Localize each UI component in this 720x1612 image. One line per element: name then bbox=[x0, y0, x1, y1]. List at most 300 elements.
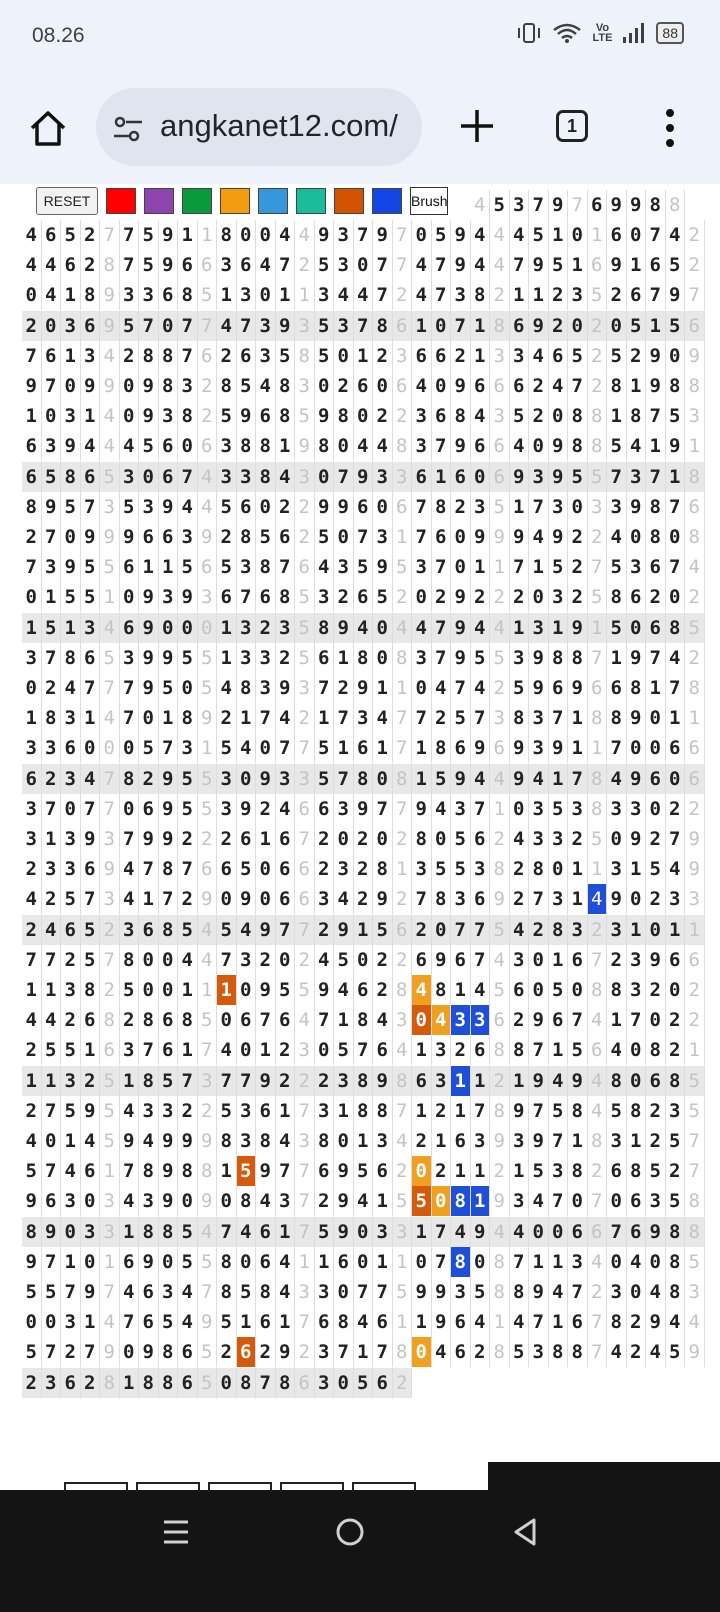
table-cell[interactable]: 7 bbox=[549, 1126, 569, 1156]
table-cell[interactable]: 2 bbox=[685, 220, 705, 250]
table-cell[interactable]: 5 bbox=[81, 915, 101, 945]
table-cell[interactable]: 8 bbox=[334, 401, 354, 431]
table-cell[interactable]: 0 bbox=[373, 371, 393, 401]
table-cell[interactable]: 1 bbox=[315, 703, 335, 733]
table-cell[interactable]: 8 bbox=[354, 643, 374, 673]
table-cell[interactable]: 7 bbox=[607, 462, 627, 492]
table-cell[interactable]: 6 bbox=[490, 462, 510, 492]
table-cell[interactable]: 5 bbox=[666, 1186, 686, 1216]
table-cell[interactable]: 1 bbox=[646, 673, 666, 703]
table-cell[interactable]: 6 bbox=[588, 1035, 608, 1065]
table-cell[interactable]: 9 bbox=[549, 462, 569, 492]
color-swatch[interactable] bbox=[220, 188, 250, 214]
table-cell[interactable]: 1 bbox=[607, 643, 627, 673]
table-cell[interactable]: 3 bbox=[471, 854, 491, 884]
table-cell[interactable]: 0 bbox=[627, 613, 647, 643]
table-cell[interactable]: 1 bbox=[471, 341, 491, 371]
table-cell[interactable]: 3 bbox=[22, 733, 42, 763]
table-cell[interactable]: 7 bbox=[334, 764, 354, 794]
table-cell[interactable]: 9 bbox=[276, 1337, 296, 1367]
table-cell[interactable]: 9 bbox=[42, 492, 62, 522]
table-cell[interactable]: 5 bbox=[373, 915, 393, 945]
table-cell[interactable]: 0 bbox=[42, 401, 62, 431]
table-cell[interactable]: 9 bbox=[139, 1247, 159, 1277]
table-cell[interactable]: 0 bbox=[42, 1126, 62, 1156]
table-cell[interactable]: 3 bbox=[315, 582, 335, 612]
table-cell[interactable]: 4 bbox=[588, 1096, 608, 1126]
table-cell[interactable]: 2 bbox=[510, 854, 530, 884]
table-cell[interactable]: 8 bbox=[139, 1368, 159, 1398]
table-cell[interactable]: 9 bbox=[490, 522, 510, 552]
table-cell[interactable]: 6 bbox=[100, 1035, 120, 1065]
table-cell[interactable]: 5 bbox=[198, 673, 218, 703]
table-cell[interactable]: 1 bbox=[22, 703, 42, 733]
table-cell[interactable]: 7 bbox=[646, 220, 666, 250]
table-cell[interactable]: 9 bbox=[198, 522, 218, 552]
table-cell[interactable]: 4 bbox=[100, 431, 120, 461]
table-cell[interactable]: 1 bbox=[510, 1156, 530, 1186]
table-cell[interactable]: 3 bbox=[685, 884, 705, 914]
table-cell[interactable]: 7 bbox=[81, 794, 101, 824]
table-cell[interactable]: 7 bbox=[120, 250, 140, 280]
table-cell[interactable]: 3 bbox=[295, 1035, 315, 1065]
table-cell[interactable]: 2 bbox=[393, 945, 413, 975]
table-cell[interactable]: 8 bbox=[373, 854, 393, 884]
table-cell[interactable]: 8 bbox=[588, 401, 608, 431]
table-cell[interactable]: 3 bbox=[198, 582, 218, 612]
table-cell[interactable]: 2 bbox=[490, 280, 510, 310]
table-cell[interactable]: 6 bbox=[22, 764, 42, 794]
table-cell[interactable]: 1 bbox=[178, 220, 198, 250]
table-cell[interactable]: 3 bbox=[373, 522, 393, 552]
table-cell[interactable]: 8 bbox=[354, 1096, 374, 1126]
table-cell[interactable]: 6 bbox=[237, 1337, 257, 1367]
table-cell[interactable]: 6 bbox=[237, 824, 257, 854]
table-cell[interactable]: 4 bbox=[61, 673, 81, 703]
table-cell[interactable]: 2 bbox=[315, 854, 335, 884]
table-cell[interactable]: 6 bbox=[490, 733, 510, 763]
table-cell[interactable]: 6 bbox=[510, 371, 530, 401]
table-cell[interactable]: 0 bbox=[22, 280, 42, 310]
table-cell[interactable]: 5 bbox=[22, 1156, 42, 1186]
table-cell[interactable]: 7 bbox=[295, 1156, 315, 1186]
table-cell[interactable]: 6 bbox=[627, 1217, 647, 1247]
table-cell[interactable]: 6 bbox=[256, 1096, 276, 1126]
table-cell[interactable]: 2 bbox=[217, 522, 237, 552]
table-cell[interactable]: 3 bbox=[412, 431, 432, 461]
table-cell[interactable]: 8 bbox=[393, 431, 413, 461]
table-cell[interactable]: 3 bbox=[549, 884, 569, 914]
table-cell[interactable]: 6 bbox=[178, 1337, 198, 1367]
table-cell[interactable]: 3 bbox=[100, 1217, 120, 1247]
table-cell[interactable]: 9 bbox=[315, 401, 335, 431]
table-cell[interactable]: 0 bbox=[666, 522, 686, 552]
table-cell[interactable]: 9 bbox=[159, 643, 179, 673]
table-cell[interactable]: 8 bbox=[217, 220, 237, 250]
table-cell[interactable]: 6 bbox=[471, 1035, 491, 1065]
table-cell[interactable]: 2 bbox=[276, 1035, 296, 1065]
table-cell[interactable]: 2 bbox=[276, 1066, 296, 1096]
table-cell[interactable]: 5 bbox=[393, 1277, 413, 1307]
table-cell[interactable]: 9 bbox=[510, 462, 530, 492]
table-cell[interactable]: 4 bbox=[510, 431, 530, 461]
table-cell[interactable]: 2 bbox=[81, 1066, 101, 1096]
table-cell[interactable]: 4 bbox=[120, 1186, 140, 1216]
table-cell[interactable]: 3 bbox=[256, 341, 276, 371]
table-cell[interactable]: 1 bbox=[81, 401, 101, 431]
table-cell[interactable]: 6 bbox=[81, 643, 101, 673]
table-cell[interactable]: 8 bbox=[568, 643, 588, 673]
table-cell[interactable]: 3 bbox=[510, 190, 530, 220]
table-cell[interactable]: 1 bbox=[217, 643, 237, 673]
table-cell[interactable]: 7 bbox=[315, 1005, 335, 1035]
table-cell[interactable]: 2 bbox=[451, 492, 471, 522]
table-cell[interactable]: 6 bbox=[295, 1368, 315, 1398]
table-cell[interactable]: 2 bbox=[568, 552, 588, 582]
table-cell[interactable]: 8 bbox=[178, 703, 198, 733]
table-cell[interactable]: 4 bbox=[471, 401, 491, 431]
table-cell[interactable]: 4 bbox=[217, 311, 237, 341]
table-cell[interactable]: 0 bbox=[139, 703, 159, 733]
table-cell[interactable]: 8 bbox=[549, 915, 569, 945]
table-cell[interactable]: 6 bbox=[159, 1035, 179, 1065]
table-cell[interactable]: 5 bbox=[139, 733, 159, 763]
table-cell[interactable]: 8 bbox=[393, 643, 413, 673]
table-cell[interactable]: 4 bbox=[588, 1066, 608, 1096]
table-cell[interactable]: 0 bbox=[315, 462, 335, 492]
table-cell[interactable]: 7 bbox=[549, 1186, 569, 1216]
table-cell[interactable]: 7 bbox=[42, 945, 62, 975]
table-cell[interactable]: 3 bbox=[315, 1096, 335, 1126]
table-cell[interactable]: 7 bbox=[354, 1277, 374, 1307]
table-cell[interactable]: 6 bbox=[120, 613, 140, 643]
table-cell[interactable]: 0 bbox=[549, 401, 569, 431]
table-cell[interactable]: 0 bbox=[646, 915, 666, 945]
table-cell[interactable]: 3 bbox=[334, 311, 354, 341]
table-cell[interactable]: 2 bbox=[588, 311, 608, 341]
table-cell[interactable]: 3 bbox=[159, 582, 179, 612]
table-cell[interactable]: 5 bbox=[295, 643, 315, 673]
table-cell[interactable]: 7 bbox=[295, 1307, 315, 1337]
table-cell[interactable]: 0 bbox=[159, 613, 179, 643]
table-cell[interactable]: 3 bbox=[237, 1096, 257, 1126]
table-cell[interactable]: 5 bbox=[451, 854, 471, 884]
table-cell[interactable]: 9 bbox=[295, 431, 315, 461]
table-cell[interactable]: 3 bbox=[315, 280, 335, 310]
table-cell[interactable]: 3 bbox=[529, 733, 549, 763]
table-cell[interactable]: 7 bbox=[393, 250, 413, 280]
table-cell[interactable]: 7 bbox=[276, 915, 296, 945]
table-cell[interactable]: 9 bbox=[529, 1066, 549, 1096]
table-cell[interactable]: 1 bbox=[217, 975, 237, 1005]
table-cell[interactable]: 8 bbox=[432, 884, 452, 914]
table-cell[interactable]: 5 bbox=[81, 945, 101, 975]
table-cell[interactable]: 7 bbox=[334, 462, 354, 492]
table-cell[interactable]: 2 bbox=[100, 975, 120, 1005]
table-cell[interactable]: 6 bbox=[198, 341, 218, 371]
table-cell[interactable]: 6 bbox=[22, 431, 42, 461]
table-cell[interactable]: 9 bbox=[373, 1066, 393, 1096]
table-cell[interactable]: 6 bbox=[354, 492, 374, 522]
table-cell[interactable]: 7 bbox=[588, 643, 608, 673]
table-cell[interactable]: 6 bbox=[373, 1368, 393, 1398]
table-cell[interactable]: 8 bbox=[159, 1217, 179, 1247]
table-cell[interactable]: 1 bbox=[373, 673, 393, 703]
table-cell[interactable]: 6 bbox=[490, 431, 510, 461]
table-cell[interactable]: 3 bbox=[217, 462, 237, 492]
table-cell[interactable]: 8 bbox=[256, 1277, 276, 1307]
table-cell[interactable]: 3 bbox=[490, 341, 510, 371]
table-cell[interactable]: 6 bbox=[685, 733, 705, 763]
table-cell[interactable]: 5 bbox=[588, 582, 608, 612]
table-cell[interactable]: 3 bbox=[393, 341, 413, 371]
table-cell[interactable]: 8 bbox=[217, 1247, 237, 1277]
table-cell[interactable]: 8 bbox=[412, 824, 432, 854]
table-cell[interactable]: 7 bbox=[646, 462, 666, 492]
table-cell[interactable]: 2 bbox=[295, 1337, 315, 1367]
table-cell[interactable]: 4 bbox=[627, 431, 647, 461]
table-cell[interactable]: 7 bbox=[354, 220, 374, 250]
table-cell[interactable]: 1 bbox=[237, 703, 257, 733]
table-cell[interactable]: 5 bbox=[217, 915, 237, 945]
table-cell[interactable]: 8 bbox=[607, 703, 627, 733]
table-cell[interactable]: 0 bbox=[61, 522, 81, 552]
table-cell[interactable]: 0 bbox=[607, 824, 627, 854]
table-cell[interactable]: 6 bbox=[276, 824, 296, 854]
table-cell[interactable]: 8 bbox=[22, 492, 42, 522]
table-cell[interactable]: 9 bbox=[139, 643, 159, 673]
table-cell[interactable]: 0 bbox=[412, 582, 432, 612]
table-cell[interactable]: 2 bbox=[373, 401, 393, 431]
table-cell[interactable]: 4 bbox=[198, 1217, 218, 1247]
table-cell[interactable]: 6 bbox=[568, 1307, 588, 1337]
table-cell[interactable]: 8 bbox=[549, 1337, 569, 1367]
table-cell[interactable]: 6 bbox=[217, 854, 237, 884]
table-cell[interactable]: 9 bbox=[81, 522, 101, 552]
table-cell[interactable]: 5 bbox=[120, 975, 140, 1005]
table-cell[interactable]: 4 bbox=[120, 884, 140, 914]
table-cell[interactable]: 1 bbox=[373, 1186, 393, 1216]
table-cell[interactable]: 7 bbox=[451, 915, 471, 945]
table-cell[interactable]: 6 bbox=[393, 311, 413, 341]
table-cell[interactable]: 2 bbox=[217, 703, 237, 733]
table-cell[interactable]: 1 bbox=[373, 733, 393, 763]
table-cell[interactable]: 9 bbox=[198, 703, 218, 733]
table-cell[interactable]: 2 bbox=[198, 824, 218, 854]
table-cell[interactable]: 8 bbox=[607, 1307, 627, 1337]
table-cell[interactable]: 5 bbox=[315, 733, 335, 763]
table-cell[interactable]: 5 bbox=[334, 1035, 354, 1065]
table-cell[interactable]: 3 bbox=[120, 462, 140, 492]
table-cell[interactable]: 3 bbox=[256, 311, 276, 341]
table-cell[interactable]: 2 bbox=[666, 1156, 686, 1186]
table-cell[interactable]: 1 bbox=[295, 280, 315, 310]
table-cell[interactable]: 3 bbox=[42, 552, 62, 582]
table-cell[interactable]: 3 bbox=[295, 462, 315, 492]
table-cell[interactable]: 6 bbox=[120, 1247, 140, 1277]
table-cell[interactable]: 0 bbox=[237, 1035, 257, 1065]
table-cell[interactable]: 3 bbox=[607, 915, 627, 945]
table-cell[interactable]: 5 bbox=[42, 462, 62, 492]
table-cell[interactable]: 6 bbox=[237, 1005, 257, 1035]
table-cell[interactable]: 5 bbox=[588, 462, 608, 492]
table-cell[interactable]: 7 bbox=[373, 250, 393, 280]
table-cell[interactable]: 0 bbox=[178, 431, 198, 461]
table-cell[interactable]: 2 bbox=[393, 401, 413, 431]
table-cell[interactable]: 9 bbox=[529, 311, 549, 341]
table-cell[interactable]: 5 bbox=[471, 1277, 491, 1307]
table-cell[interactable]: 0 bbox=[412, 673, 432, 703]
table-cell[interactable]: 4 bbox=[373, 431, 393, 461]
table-cell[interactable]: 1 bbox=[100, 1156, 120, 1186]
table-cell[interactable]: 0 bbox=[120, 1337, 140, 1367]
table-cell[interactable]: 1 bbox=[315, 1247, 335, 1277]
table-cell[interactable]: 9 bbox=[451, 582, 471, 612]
url-text[interactable]: angkanet12.com/ bbox=[160, 108, 398, 143]
table-cell[interactable]: 8 bbox=[178, 1005, 198, 1035]
table-cell[interactable]: 7 bbox=[120, 824, 140, 854]
table-cell[interactable]: 7 bbox=[588, 945, 608, 975]
table-cell[interactable]: 5 bbox=[61, 220, 81, 250]
table-cell[interactable]: 6 bbox=[315, 794, 335, 824]
table-cell[interactable]: 7 bbox=[139, 854, 159, 884]
table-cell[interactable]: 6 bbox=[315, 1156, 335, 1186]
table-cell[interactable]: 2 bbox=[529, 915, 549, 945]
table-cell[interactable]: 3 bbox=[217, 764, 237, 794]
table-cell[interactable]: 3 bbox=[217, 794, 237, 824]
table-cell[interactable]: 7 bbox=[568, 1277, 588, 1307]
table-cell[interactable]: 2 bbox=[178, 824, 198, 854]
table-cell[interactable]: 9 bbox=[529, 1277, 549, 1307]
table-cell[interactable]: 1 bbox=[22, 1066, 42, 1096]
table-cell[interactable]: 3 bbox=[412, 854, 432, 884]
table-cell[interactable]: 6 bbox=[276, 884, 296, 914]
table-cell[interactable]: 3 bbox=[334, 552, 354, 582]
table-cell[interactable]: 1 bbox=[81, 1307, 101, 1337]
table-cell[interactable]: 8 bbox=[81, 280, 101, 310]
table-cell[interactable]: 6 bbox=[451, 1337, 471, 1367]
table-cell[interactable]: 6 bbox=[666, 945, 686, 975]
table-cell[interactable]: 8 bbox=[490, 311, 510, 341]
table-cell[interactable]: 0 bbox=[529, 431, 549, 461]
table-cell[interactable]: 4 bbox=[412, 250, 432, 280]
table-cell[interactable]: 7 bbox=[120, 1156, 140, 1186]
table-cell[interactable]: 2 bbox=[490, 582, 510, 612]
table-cell[interactable]: 3 bbox=[549, 824, 569, 854]
table-cell[interactable]: 0 bbox=[646, 1005, 666, 1035]
table-cell[interactable]: 7 bbox=[100, 794, 120, 824]
table-cell[interactable]: 0 bbox=[510, 794, 530, 824]
table-cell[interactable]: 1 bbox=[568, 884, 588, 914]
table-cell[interactable]: 0 bbox=[178, 673, 198, 703]
table-cell[interactable]: 0 bbox=[120, 582, 140, 612]
table-cell[interactable]: 1 bbox=[412, 1307, 432, 1337]
table-cell[interactable]: 9 bbox=[412, 794, 432, 824]
table-cell[interactable]: 0 bbox=[432, 824, 452, 854]
table-cell[interactable]: 8 bbox=[178, 280, 198, 310]
table-cell[interactable]: 2 bbox=[393, 1156, 413, 1186]
table-cell[interactable]: 2 bbox=[295, 1066, 315, 1096]
table-cell[interactable]: 4 bbox=[627, 1247, 647, 1277]
table-cell[interactable]: 9 bbox=[549, 522, 569, 552]
table-cell[interactable]: 7 bbox=[276, 733, 296, 763]
table-cell[interactable]: 3 bbox=[529, 703, 549, 733]
table-cell[interactable]: 3 bbox=[334, 794, 354, 824]
table-cell[interactable]: 2 bbox=[685, 794, 705, 824]
table-cell[interactable]: 0 bbox=[627, 220, 647, 250]
table-cell[interactable]: 3 bbox=[549, 1156, 569, 1186]
table-cell[interactable]: 1 bbox=[685, 431, 705, 461]
table-cell[interactable]: 0 bbox=[568, 220, 588, 250]
table-cell[interactable]: 5 bbox=[61, 1096, 81, 1126]
table-cell[interactable]: 1 bbox=[178, 1035, 198, 1065]
table-cell[interactable]: 3 bbox=[139, 1186, 159, 1216]
table-cell[interactable]: 7 bbox=[588, 1337, 608, 1367]
table-cell[interactable]: 1 bbox=[412, 764, 432, 794]
table-cell[interactable]: 0 bbox=[529, 1217, 549, 1247]
table-cell[interactable]: 5 bbox=[568, 1035, 588, 1065]
table-cell[interactable]: 8 bbox=[666, 371, 686, 401]
table-cell[interactable]: 0 bbox=[139, 945, 159, 975]
table-cell[interactable]: 9 bbox=[451, 220, 471, 250]
table-cell[interactable]: 7 bbox=[81, 492, 101, 522]
table-cell[interactable]: 8 bbox=[61, 462, 81, 492]
table-cell[interactable]: 9 bbox=[237, 401, 257, 431]
table-cell[interactable]: 8 bbox=[588, 703, 608, 733]
table-cell[interactable]: 5 bbox=[490, 915, 510, 945]
table-cell[interactable]: 2 bbox=[549, 311, 569, 341]
table-cell[interactable]: 5 bbox=[295, 975, 315, 1005]
table-cell[interactable]: 0 bbox=[451, 552, 471, 582]
color-swatch[interactable] bbox=[372, 188, 402, 214]
table-cell[interactable]: 1 bbox=[412, 1035, 432, 1065]
table-cell[interactable]: 2 bbox=[295, 945, 315, 975]
table-cell[interactable]: 1 bbox=[412, 733, 432, 763]
table-cell[interactable]: 2 bbox=[627, 1307, 647, 1337]
table-cell[interactable]: 7 bbox=[42, 1337, 62, 1367]
table-cell[interactable]: 7 bbox=[198, 1277, 218, 1307]
table-cell[interactable]: 0 bbox=[61, 1217, 81, 1247]
table-cell[interactable]: 2 bbox=[627, 341, 647, 371]
table-cell[interactable]: 3 bbox=[237, 1126, 257, 1156]
table-cell[interactable]: 3 bbox=[22, 824, 42, 854]
table-cell[interactable]: 7 bbox=[100, 673, 120, 703]
table-cell[interactable]: 0 bbox=[217, 1368, 237, 1398]
table-cell[interactable]: 4 bbox=[588, 884, 608, 914]
table-cell[interactable]: 5 bbox=[510, 1337, 530, 1367]
table-cell[interactable]: 9 bbox=[159, 794, 179, 824]
table-cell[interactable]: 3 bbox=[256, 673, 276, 703]
table-cell[interactable]: 1 bbox=[627, 250, 647, 280]
home-nav-icon[interactable] bbox=[330, 1512, 370, 1552]
table-cell[interactable]: 2 bbox=[685, 582, 705, 612]
table-cell[interactable]: 0 bbox=[412, 1247, 432, 1277]
table-cell[interactable]: 5 bbox=[61, 492, 81, 522]
table-cell[interactable]: 7 bbox=[432, 613, 452, 643]
table-cell[interactable]: 7 bbox=[432, 552, 452, 582]
table-cell[interactable]: 6 bbox=[412, 341, 432, 371]
table-cell[interactable]: 4 bbox=[529, 764, 549, 794]
table-cell[interactable]: 1 bbox=[42, 824, 62, 854]
table-cell[interactable]: 8 bbox=[432, 492, 452, 522]
table-cell[interactable]: 8 bbox=[627, 401, 647, 431]
table-cell[interactable]: 8 bbox=[256, 462, 276, 492]
table-cell[interactable]: 6 bbox=[276, 854, 296, 884]
table-cell[interactable]: 9 bbox=[81, 1096, 101, 1126]
table-cell[interactable]: 1 bbox=[568, 854, 588, 884]
table-cell[interactable]: 8 bbox=[549, 643, 569, 673]
table-cell[interactable]: 5 bbox=[568, 341, 588, 371]
